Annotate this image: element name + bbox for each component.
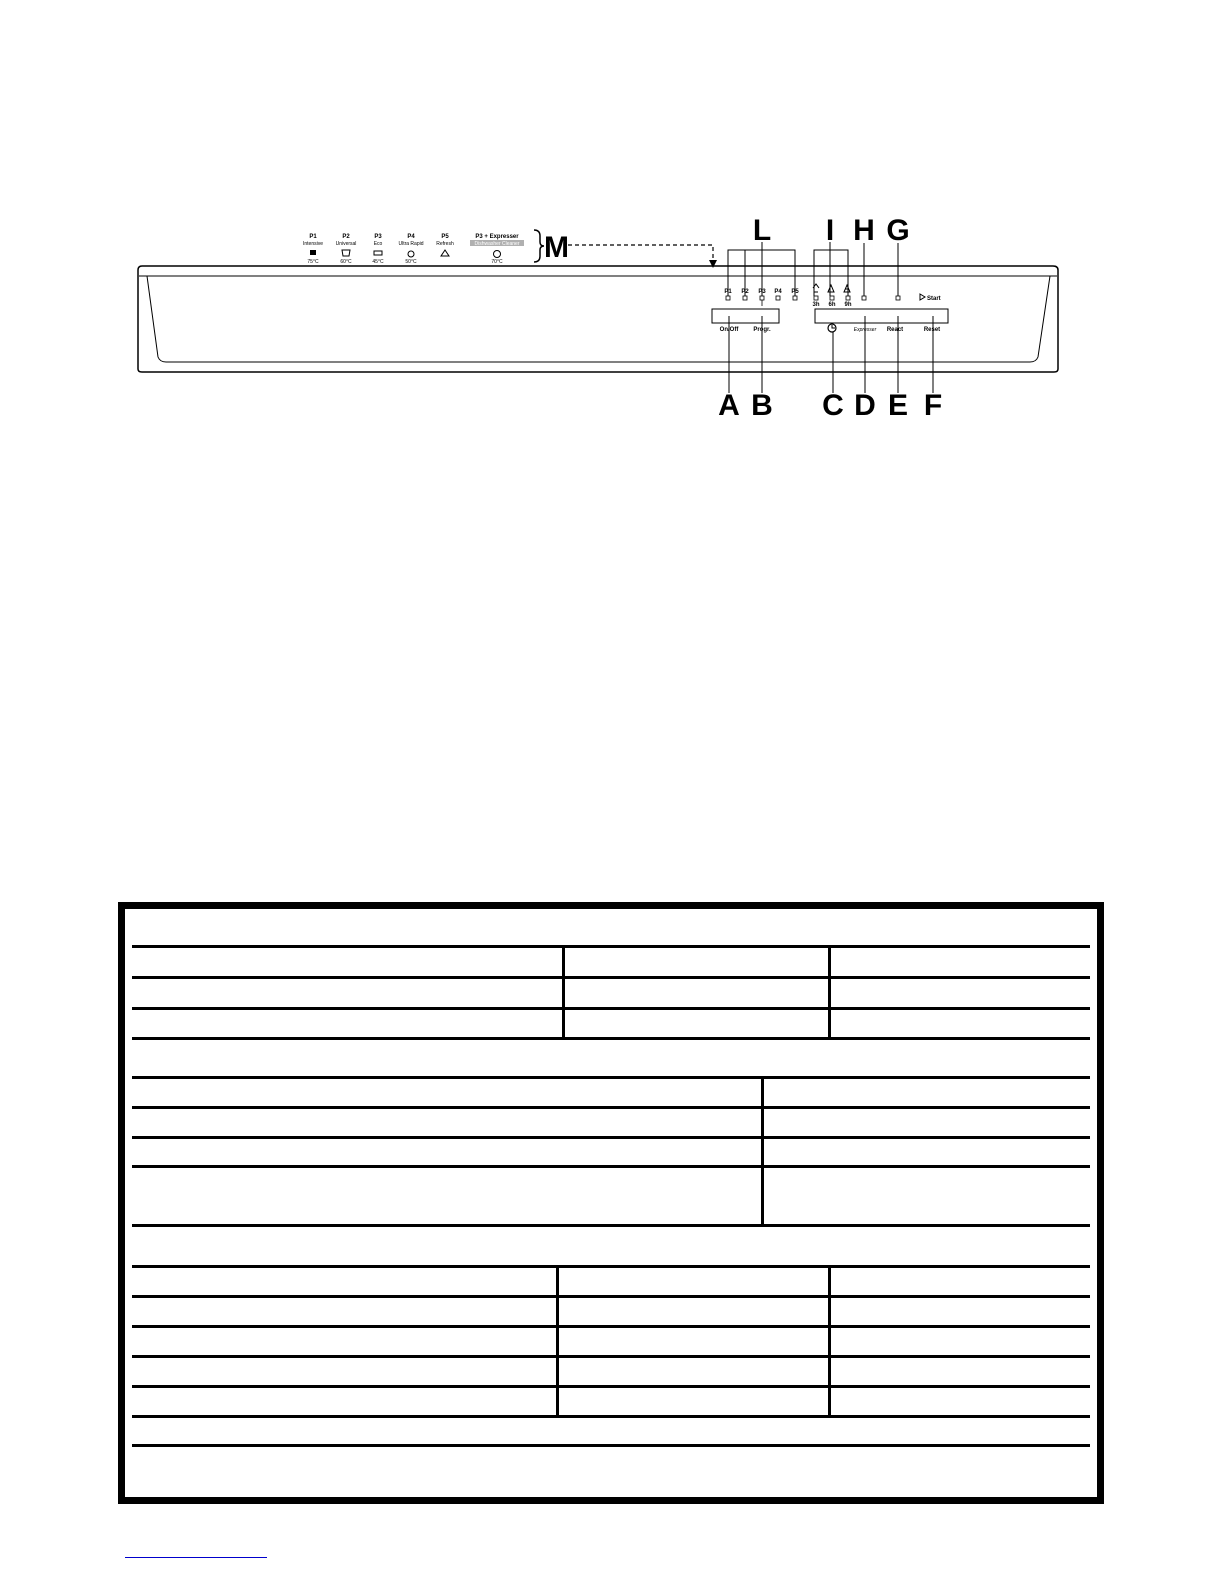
legend-p6-code: P3 + Expresser [475, 234, 519, 240]
table-rule [132, 1224, 1090, 1227]
led-g [896, 296, 900, 300]
table-col-divider [761, 1078, 764, 1226]
start-icon [920, 294, 925, 300]
callout-b: B [751, 389, 773, 422]
legend-p1-name: Intensive [302, 241, 324, 247]
led-h [862, 296, 866, 300]
legend-brace [534, 230, 544, 262]
callout-d: D [854, 389, 876, 422]
refresh-icon [441, 250, 449, 256]
eco-dish-icon [374, 251, 382, 255]
table-rule [132, 976, 1090, 979]
cleaner-icon [494, 251, 501, 258]
table-rule [132, 1106, 1090, 1109]
table-rule [132, 1295, 1090, 1298]
on-off-label: On/Off [719, 327, 739, 333]
table-rule [132, 1007, 1090, 1010]
callout-f: F [923, 389, 943, 422]
callout-m-leader [568, 245, 713, 264]
table-col-divider [828, 1267, 831, 1417]
led-label-p3: P3 [758, 289, 766, 295]
rapid-icon [408, 251, 414, 257]
led-label-p5: P5 [791, 289, 799, 295]
cup-icon [342, 250, 350, 256]
pot-icon [310, 250, 316, 255]
table-rule [132, 1385, 1090, 1388]
led-p5 [793, 296, 797, 300]
legend-p3-name: Eco [373, 241, 383, 247]
delay-label-9h: 9h [844, 302, 852, 308]
start-label: Start [927, 296, 941, 302]
table-rule [132, 1325, 1090, 1328]
callout-h: H [853, 214, 875, 247]
legend-p2-name: Universal [335, 241, 357, 247]
spec-table [118, 902, 1104, 1504]
delay-9h-icon [844, 285, 850, 292]
callout-g: G [886, 214, 910, 247]
legend-p1-code: P1 [309, 234, 317, 240]
led-3h [814, 296, 818, 300]
buttons [712, 309, 948, 333]
panel-body [138, 266, 1058, 372]
led-label-p2: P2 [741, 289, 749, 295]
callout-c: C [822, 389, 844, 422]
button-strip-right[interactable] [815, 309, 948, 323]
program-legend [303, 230, 717, 268]
led-label-p1: P1 [724, 289, 732, 295]
legend-p1-temp: 75°C [307, 259, 319, 265]
table-rule [132, 1165, 1090, 1168]
table-rule [132, 1076, 1090, 1079]
legend-p5-code: P5 [441, 234, 449, 240]
led-p1 [726, 296, 730, 300]
led-p4 [776, 296, 780, 300]
led-p3 [760, 296, 764, 300]
legend-p3-code: P3 [374, 234, 382, 240]
table-rule [132, 1415, 1090, 1418]
led-label-p4: P4 [774, 289, 782, 295]
legend-p5-name: Refresh [436, 241, 454, 247]
legend-p2-code: P2 [342, 234, 350, 240]
button-strip-left[interactable] [712, 309, 779, 323]
legend-p4-temp: 50°C [405, 259, 417, 265]
callout-i: I [825, 214, 835, 247]
callout-e: E [887, 389, 909, 422]
legend-p3-temp: 45°C [372, 259, 384, 265]
table-rule [132, 1136, 1090, 1139]
table-rule [132, 1355, 1090, 1358]
led-6h [830, 296, 834, 300]
table-rule [132, 1037, 1090, 1040]
led-p2 [743, 296, 747, 300]
led-9h [846, 296, 850, 300]
callout-a: A [718, 389, 740, 422]
progr-label: Progr. [753, 327, 771, 333]
delay-leds [812, 284, 940, 308]
table-rule [132, 945, 1090, 948]
delay-label-6h: 6h [828, 302, 836, 308]
reset-label: Reset [923, 327, 941, 333]
table-col-divider [562, 947, 565, 1039]
delay-label-3h: 3h [812, 302, 820, 308]
footnote-link-underline[interactable] [125, 1557, 267, 1558]
legend-p6-temp: 70°C [491, 259, 503, 265]
callouts [728, 242, 933, 393]
legend-p2-temp: 60°C [340, 259, 352, 265]
expresser-label: Expresser [853, 327, 877, 333]
callout-m: M [544, 231, 569, 264]
delay-6h-icon [828, 285, 834, 292]
react-label: React [886, 327, 904, 333]
table-col-divider [556, 1267, 559, 1417]
callout-m-arrowhead [709, 260, 717, 268]
legend-p4-code: P4 [407, 234, 415, 240]
callout-l: L [752, 214, 772, 247]
table-rule [132, 1444, 1090, 1447]
table-col-divider [828, 947, 831, 1039]
legend-p6-name: Dishwasher Cleaner [474, 241, 520, 247]
table-rule [132, 1265, 1090, 1268]
legend-p4-name: Ultra Rapid [398, 241, 424, 247]
